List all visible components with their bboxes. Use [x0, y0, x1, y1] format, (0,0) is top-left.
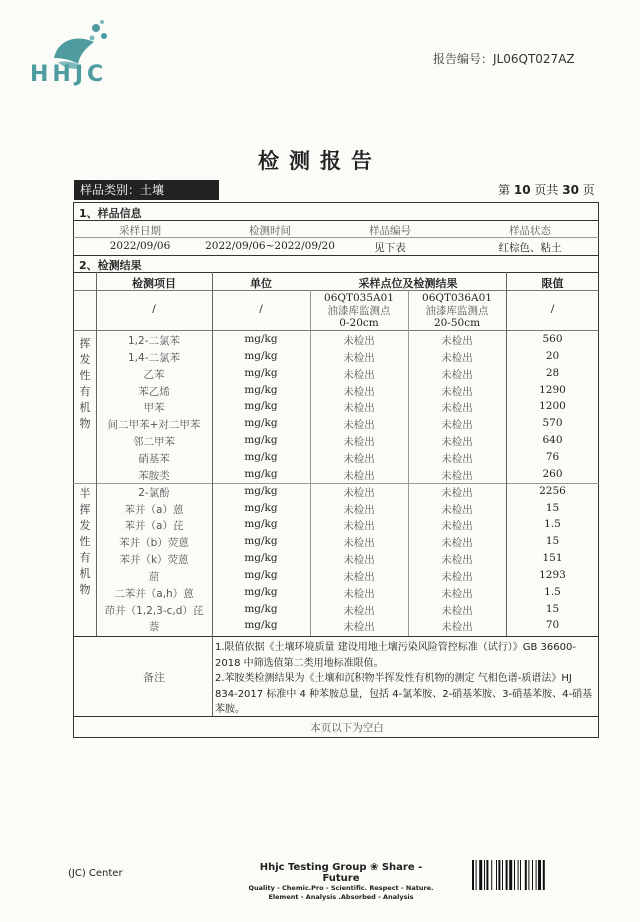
- row-r2: 未检出: [441, 604, 473, 617]
- sample-category: 样品类别：土壤: [74, 180, 219, 200]
- barcode-bar: [496, 860, 497, 890]
- barcode-bar: [528, 860, 529, 890]
- row-limit: 560: [542, 333, 563, 345]
- row-r2: 未检出: [441, 385, 473, 398]
- row-unit: mg/kg: [244, 619, 278, 632]
- header-sampling-points: 采样点位及检测结果: [358, 277, 458, 290]
- row-r1: 未检出: [343, 537, 375, 550]
- barcode-bar: [472, 860, 474, 890]
- row-r1: 未检出: [343, 621, 375, 634]
- row-r2: 未检出: [441, 419, 473, 432]
- blank-notice: 本页以下为空白: [310, 722, 384, 734]
- limit-slash: /: [550, 303, 555, 315]
- row-unit: mg/kg: [244, 518, 278, 531]
- row-item: 萘: [148, 621, 160, 634]
- row-r1: 未检出: [343, 604, 375, 617]
- remark-note-2: 2.苯胺类检测结果为《土壤和沉积物半挥发性有机物的测定 气相色谱-质谱法》HJ 834-2017 标准中 4 种苯胺总量，包括 4-氯苯胺、2-硝基苯胺、3-硝基苯胺、4-硝基苯胺。: [215, 673, 593, 715]
- row-item: 苯并（a）芘: [124, 520, 184, 533]
- row-r1: 未检出: [343, 452, 375, 465]
- row-item: 二苯并（a,h）蒽: [114, 587, 194, 600]
- section-sample-info: 1、样品信息: [79, 207, 142, 220]
- report-number: 报告编号：JL06QT027AZ: [433, 52, 575, 66]
- row-unit: mg/kg: [244, 484, 278, 497]
- row-r1: 未检出: [343, 351, 375, 364]
- row-unit: mg/kg: [244, 349, 278, 362]
- row-unit: mg/kg: [244, 568, 278, 581]
- row-r2: 未检出: [441, 452, 473, 465]
- row-limit: 76: [545, 450, 560, 463]
- row-item: 苯并（b）荧蒽: [119, 537, 189, 550]
- footer-brand: Hhjc Testing Group ❀ Share - Future Quality - Chemic.Pro - Scientific. Respect - Nature. Element - Analysis .Absorbed - Analysis: [248, 862, 434, 901]
- row-unit: mg/kg: [244, 366, 278, 379]
- row-item: 甲苯: [143, 402, 165, 415]
- row-r2: 未检出: [441, 503, 473, 516]
- row-unit: mg/kg: [244, 501, 278, 514]
- row-limit: 70: [545, 619, 560, 632]
- barcode-bar: [502, 860, 503, 890]
- barcode-bar: [520, 860, 521, 890]
- row-item: 䓛: [148, 570, 160, 583]
- row-r1: 未检出: [343, 335, 375, 347]
- row-limit: 640: [542, 434, 563, 447]
- header-unit: 单位: [250, 277, 272, 290]
- row-item: 苯并（a）蒽: [124, 503, 184, 516]
- row-unit: mg/kg: [244, 552, 278, 565]
- row-r2: 未检出: [441, 621, 473, 634]
- barcode-bar: [525, 860, 527, 890]
- value-sampling-date: 2022/09/06: [109, 240, 171, 252]
- row-r2: 未检出: [441, 335, 473, 347]
- row-r1: 未检出: [343, 554, 375, 567]
- row-limit: 20: [545, 349, 560, 362]
- barcode-bar: [476, 860, 477, 890]
- barcode-bar: [486, 860, 488, 890]
- row-r2: 未检出: [441, 520, 473, 533]
- row-r1: 未检出: [343, 436, 375, 449]
- item-slash: /: [152, 303, 156, 315]
- row-r1: 未检出: [343, 402, 375, 415]
- row-r2: 未检出: [441, 402, 473, 415]
- barcode-bar: [491, 860, 492, 890]
- barcode-bar: [479, 860, 482, 890]
- row-unit: mg/kg: [244, 400, 278, 413]
- section-results: 2、检测结果: [79, 259, 142, 272]
- barcode-bar: [484, 860, 485, 890]
- value-test-time: 2022/09/06~2022/09/20: [205, 240, 335, 252]
- header-test-time: 检测时间: [249, 225, 291, 237]
- row-r1: 未检出: [343, 486, 375, 499]
- row-item: 间二甲苯+对二甲苯: [107, 419, 201, 432]
- footer-center: (JC) Center: [68, 868, 123, 879]
- header-sample-no: 样品编号: [369, 225, 411, 237]
- row-item: 1,2-二氯苯: [128, 335, 180, 347]
- row-unit: mg/kg: [244, 434, 278, 447]
- row-r2: 未检出: [441, 554, 473, 567]
- row-limit: 15: [545, 535, 560, 548]
- row-r1: 未检出: [343, 368, 375, 381]
- barcode-bar: [543, 860, 545, 890]
- row-limit: 15: [545, 602, 560, 615]
- row-r1: 未检出: [343, 385, 375, 398]
- row-limit: 1200: [539, 400, 566, 413]
- barcode-icon: [472, 860, 568, 890]
- row-item: 茚并（1,2,3-c,d）芘: [104, 604, 204, 617]
- unit-slash: /: [259, 303, 263, 315]
- row-r2: 未检出: [441, 570, 473, 583]
- row-item: 邻二甲苯: [133, 436, 175, 449]
- row-r1: 未检出: [343, 469, 375, 482]
- barcode-bar: [518, 860, 519, 890]
- row-unit: mg/kg: [244, 585, 278, 598]
- row-limit: 28: [545, 366, 560, 379]
- row-item: 1,4-二氯苯: [128, 351, 180, 364]
- row-r2: 未检出: [441, 587, 473, 600]
- group-svoc: 半挥发性有机物: [79, 487, 91, 596]
- row-unit: mg/kg: [244, 383, 278, 396]
- row-unit: mg/kg: [244, 450, 278, 463]
- row-unit: mg/kg: [244, 333, 278, 345]
- sampling-point-2: 06QT036A01 油漆库监测点 20-50cm: [422, 292, 492, 329]
- barcode-bar: [532, 860, 533, 890]
- barcode-bar: [509, 860, 512, 890]
- header-sampling-date: 采样日期: [119, 225, 161, 237]
- header-sample-state: 样品状态: [509, 225, 551, 237]
- row-r2: 未检出: [441, 436, 473, 449]
- remark-note-1: 1.限值依据《土壤环境质量 建设用地土壤污染风险管控标准（试行）》GB 36600-2018 中筛选值第二类用地标准限值。: [215, 642, 576, 669]
- group-voc: 挥发性有机物: [79, 337, 91, 430]
- row-r1: 未检出: [343, 587, 375, 600]
- row-r1: 未检出: [343, 520, 375, 533]
- row-r2: 未检出: [441, 469, 473, 482]
- barcode-bar: [514, 860, 515, 890]
- value-sample-state: 红棕色、粘土: [498, 242, 562, 254]
- row-unit: mg/kg: [244, 417, 278, 430]
- row-limit: 151: [542, 552, 563, 565]
- header-limit: 限值: [541, 277, 564, 290]
- barcode-bar: [498, 860, 500, 890]
- row-unit: mg/kg: [244, 535, 278, 548]
- barcode-bar: [536, 860, 537, 890]
- row-item: 硝基苯: [138, 452, 170, 465]
- row-r1: 未检出: [343, 419, 375, 432]
- row-item: 苯胺类: [138, 469, 170, 482]
- row-unit: mg/kg: [244, 602, 278, 615]
- row-r2: 未检出: [441, 368, 473, 381]
- page-counter: 第 10 页共 30 页: [498, 183, 595, 197]
- row-limit: 1.5: [544, 585, 561, 598]
- row-r2: 未检出: [441, 486, 473, 499]
- remarks-label: 备注: [143, 671, 165, 684]
- row-limit: 260: [542, 467, 563, 480]
- row-r1: 未检出: [343, 570, 375, 583]
- row-limit: 1293: [539, 568, 566, 581]
- row-r2: 未检出: [441, 351, 473, 364]
- row-limit: 1290: [539, 383, 566, 396]
- row-unit: mg/kg: [244, 467, 278, 480]
- row-limit: 570: [542, 417, 563, 430]
- logo-text: HHJC: [30, 62, 108, 87]
- value-sample-no: 见下表: [374, 242, 406, 254]
- row-item: 苯并（k）荧蒽: [119, 554, 189, 567]
- row-r2: 未检出: [441, 537, 473, 550]
- row-limit: 2256: [539, 484, 566, 497]
- row-item: 2-氯酚: [138, 486, 170, 499]
- sampling-point-1: 06QT035A01 油漆库监测点 0-20cm: [324, 292, 394, 329]
- row-item: 苯乙烯: [138, 385, 170, 398]
- page-title: 检测报告: [258, 149, 382, 173]
- row-r1: 未检出: [343, 503, 375, 516]
- barcode-bar: [538, 860, 541, 890]
- header-test-item: 检测项目: [132, 277, 176, 290]
- row-limit: 1.5: [544, 518, 561, 531]
- row-limit: 15: [545, 501, 560, 514]
- barcode-bar: [506, 860, 508, 890]
- row-item: 乙苯: [143, 368, 165, 381]
